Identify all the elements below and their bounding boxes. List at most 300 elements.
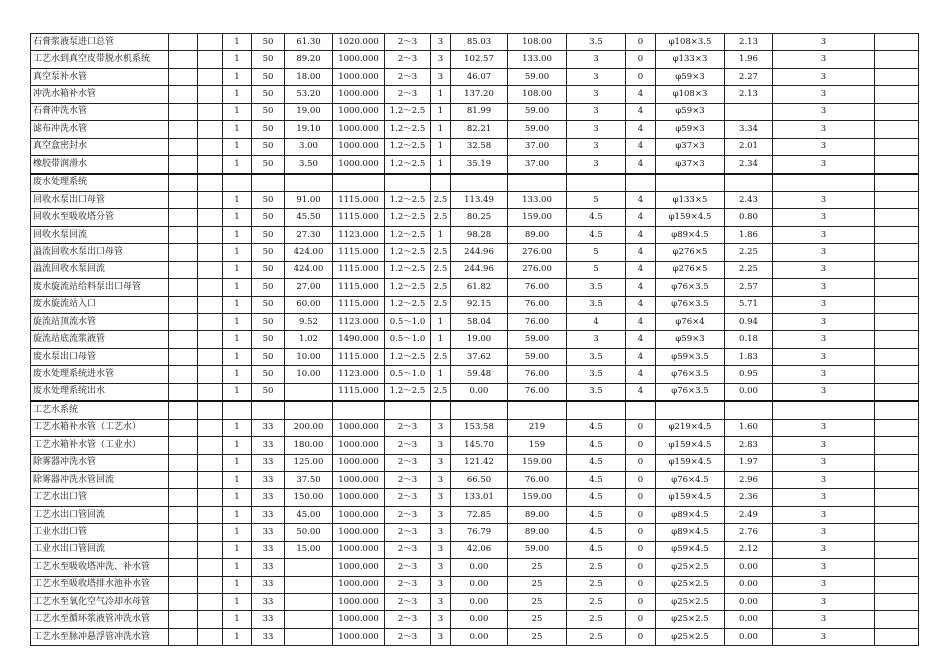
table-row <box>31 559 919 576</box>
table-cell: 91.00 <box>285 191 333 208</box>
table-cell: 33 <box>252 576 285 593</box>
empty-cell <box>285 401 333 419</box>
table-cell: 0.5～1.0 <box>385 314 431 331</box>
table-cell: 121.42 <box>451 454 508 471</box>
table-cell: 1115.000 <box>333 296 385 313</box>
table-cell: 3 <box>431 419 451 436</box>
table-cell: 1.2～2.5 <box>385 279 431 296</box>
pipe-name-cell: 工艺水至脉冲悬浮管冲洗水管 <box>31 628 169 645</box>
table-cell: φ76×4 <box>656 314 725 331</box>
table-cell: 59.00 <box>508 331 567 348</box>
table-cell: 1 <box>223 51 252 68</box>
table-cell: 1000.000 <box>333 51 385 68</box>
table-cell: 33 <box>252 419 285 436</box>
table-cell: 4 <box>626 86 656 103</box>
empty-cell <box>626 174 656 192</box>
table-cell: 1000.000 <box>333 576 385 593</box>
table-cell: 3 <box>773 454 875 471</box>
table-cell: 3 <box>773 191 875 208</box>
table-row <box>31 594 919 611</box>
table-cell: 3 <box>431 437 451 454</box>
table-cell: 1020.000 <box>333 34 385 51</box>
table-row <box>31 226 919 243</box>
table-cell: 4.5 <box>567 524 626 541</box>
section-title: 废水处理系统 <box>31 174 169 192</box>
table-cell: 1 <box>223 226 252 243</box>
table-cell <box>875 628 919 645</box>
table-row <box>31 209 919 226</box>
table-cell: 37.62 <box>451 348 508 365</box>
table-cell: 50 <box>252 279 285 296</box>
table-cell: 0 <box>626 489 656 506</box>
table-cell <box>169 383 198 401</box>
table-cell: 3 <box>773 366 875 383</box>
pipe-name-cell: 石膏浆液泵进口总管 <box>31 34 169 51</box>
table-row <box>31 86 919 103</box>
empty-cell <box>451 174 508 192</box>
table-cell: 76.00 <box>508 314 567 331</box>
empty-cell <box>875 401 919 419</box>
table-cell: 2.5 <box>567 559 626 576</box>
table-cell <box>875 471 919 488</box>
table-cell <box>875 226 919 243</box>
table-cell: 1 <box>431 121 451 138</box>
table-cell: 92.15 <box>451 296 508 313</box>
table-cell: 0 <box>626 628 656 645</box>
table-cell: 50 <box>252 383 285 401</box>
table-cell: 50 <box>252 138 285 155</box>
table-cell: 1 <box>223 68 252 85</box>
table-cell <box>198 51 223 68</box>
table-cell <box>198 383 223 401</box>
table-cell <box>198 331 223 348</box>
table-cell: 1 <box>223 506 252 523</box>
table-cell: 25 <box>508 628 567 645</box>
empty-cell <box>508 174 567 192</box>
table-cell: 4 <box>626 103 656 120</box>
table-cell: 89.00 <box>508 226 567 243</box>
table-cell: 1000.000 <box>333 138 385 155</box>
table-cell: 3 <box>773 296 875 313</box>
table-cell: 50 <box>252 226 285 243</box>
table-cell <box>169 121 198 138</box>
table-cell <box>169 366 198 383</box>
table-cell <box>169 51 198 68</box>
table-cell: 3.00 <box>285 138 333 155</box>
pipe-name-cell: 工业水出口管 <box>31 524 169 541</box>
table-cell: 159.00 <box>508 454 567 471</box>
table-cell: 0 <box>626 51 656 68</box>
empty-cell <box>198 174 223 192</box>
table-cell: 50 <box>252 244 285 261</box>
table-cell <box>875 51 919 68</box>
table-cell <box>725 103 773 120</box>
table-cell: 76.00 <box>508 279 567 296</box>
table-cell: 1 <box>223 471 252 488</box>
table-cell: φ25×2.5 <box>656 559 725 576</box>
table-cell: 3 <box>567 331 626 348</box>
table-cell: 3 <box>773 383 875 401</box>
table-cell: φ89×4.5 <box>656 506 725 523</box>
table-cell: 1115.000 <box>333 383 385 401</box>
table-cell: 1 <box>431 226 451 243</box>
table-cell <box>875 103 919 120</box>
table-cell: 2～3 <box>385 541 431 558</box>
table-cell: 3 <box>773 437 875 454</box>
table-cell: 3 <box>773 34 875 51</box>
table-cell: 3 <box>773 86 875 103</box>
table-row <box>31 34 919 51</box>
table-cell <box>198 594 223 611</box>
table-cell <box>198 68 223 85</box>
table-cell: 1.96 <box>725 51 773 68</box>
table-cell: 50 <box>252 314 285 331</box>
table-cell: 3 <box>431 506 451 523</box>
table-cell: 60.00 <box>285 296 333 313</box>
table-cell <box>875 86 919 103</box>
table-cell: 19.10 <box>285 121 333 138</box>
table-cell <box>198 86 223 103</box>
table-cell: 4 <box>626 138 656 155</box>
table-cell: 2.36 <box>725 489 773 506</box>
table-cell: 1 <box>223 383 252 401</box>
table-cell <box>285 611 333 628</box>
table-cell: 50 <box>252 209 285 226</box>
pipe-name-cell: 回收水泵出口母管 <box>31 191 169 208</box>
table-cell: 3 <box>431 576 451 593</box>
table-cell: 2～3 <box>385 506 431 523</box>
table-cell: φ59×3 <box>656 331 725 348</box>
table-cell: 1 <box>223 279 252 296</box>
table-cell <box>169 489 198 506</box>
table-cell: 3 <box>773 261 875 278</box>
table-cell <box>198 314 223 331</box>
pipe-name-cell: 旋流站顶流水管 <box>31 314 169 331</box>
table-cell <box>875 68 919 85</box>
table-cell: 0 <box>626 594 656 611</box>
table-cell: 2～3 <box>385 419 431 436</box>
table-cell: 4 <box>567 314 626 331</box>
table-cell: 1.83 <box>725 348 773 365</box>
table-cell <box>875 454 919 471</box>
table-cell: 1000.000 <box>333 454 385 471</box>
table-cell <box>198 138 223 155</box>
table-cell: 3.5 <box>567 296 626 313</box>
table-cell: 1 <box>223 209 252 226</box>
table-cell: 3 <box>773 506 875 523</box>
table-cell <box>198 437 223 454</box>
table-cell: 3 <box>773 541 875 558</box>
table-cell: 1 <box>431 156 451 174</box>
table-row <box>31 331 919 348</box>
table-cell: 53.20 <box>285 86 333 103</box>
pipe-name-cell: 废水旋流站入口 <box>31 296 169 313</box>
pipe-name-cell: 除雾器冲洗水管回流 <box>31 471 169 488</box>
table-cell: 3 <box>773 314 875 331</box>
table-cell: 59.48 <box>451 366 508 383</box>
table-cell: 2.5 <box>431 383 451 401</box>
table-cell: φ89×4.5 <box>656 226 725 243</box>
table-cell: 33 <box>252 454 285 471</box>
table-cell <box>875 559 919 576</box>
empty-cell <box>385 174 431 192</box>
empty-cell <box>875 174 919 192</box>
table-cell: φ59×4.5 <box>656 541 725 558</box>
table-cell: 1 <box>223 419 252 436</box>
table-cell: 2.34 <box>725 156 773 174</box>
table-cell <box>875 121 919 138</box>
table-cell: 25 <box>508 611 567 628</box>
table-cell: 1 <box>223 261 252 278</box>
table-cell: 2～3 <box>385 628 431 645</box>
table-cell: 113.49 <box>451 191 508 208</box>
table-cell: 19.00 <box>451 331 508 348</box>
empty-cell <box>333 401 385 419</box>
table-cell: 3.5 <box>567 366 626 383</box>
empty-cell <box>656 401 725 419</box>
table-cell: 3 <box>567 68 626 85</box>
empty-cell <box>656 174 725 192</box>
table-row <box>31 419 919 436</box>
table-cell: 2.5 <box>567 628 626 645</box>
table-cell: 1 <box>223 191 252 208</box>
table-cell: 159.00 <box>508 209 567 226</box>
empty-cell <box>333 174 385 192</box>
table-cell: 2～3 <box>385 51 431 68</box>
table-cell: 1 <box>223 331 252 348</box>
table-cell: 3 <box>567 86 626 103</box>
table-cell: 4 <box>626 191 656 208</box>
table-cell: 33 <box>252 559 285 576</box>
table-cell: 0 <box>626 34 656 51</box>
pipe-name-cell: 废水旋流站给料泵出口母管 <box>31 279 169 296</box>
table-row <box>31 383 919 401</box>
table-cell: 3 <box>567 51 626 68</box>
table-cell: 72.85 <box>451 506 508 523</box>
table-cell: 2～3 <box>385 524 431 541</box>
table-cell: 2.5 <box>567 611 626 628</box>
table-cell: 424.00 <box>285 244 333 261</box>
table-cell: 3.5 <box>567 383 626 401</box>
table-cell: 2.43 <box>725 191 773 208</box>
table-cell: 35.19 <box>451 156 508 174</box>
table-cell <box>169 156 198 174</box>
table-cell: 3 <box>431 34 451 51</box>
table-cell: 0 <box>626 541 656 558</box>
section-header-row <box>31 401 919 419</box>
table-cell: 219 <box>508 419 567 436</box>
table-row <box>31 348 919 365</box>
table-cell: 5 <box>567 261 626 278</box>
table-cell <box>198 541 223 558</box>
table-cell: 76.00 <box>508 366 567 383</box>
table-cell: 1.86 <box>725 226 773 243</box>
pipe-name-cell: 除雾器冲洗水管 <box>31 454 169 471</box>
table-cell: 59.00 <box>508 121 567 138</box>
table-cell <box>169 331 198 348</box>
pipe-name-cell: 工艺水至吸收塔冲洗、补水管 <box>31 559 169 576</box>
table-cell: 50 <box>252 121 285 138</box>
table-cell: φ25×2.5 <box>656 628 725 645</box>
table-cell: φ37×3 <box>656 138 725 155</box>
table-cell: 66.50 <box>451 471 508 488</box>
table-cell: 3 <box>431 489 451 506</box>
pipe-name-cell: 废水处理系统进水管 <box>31 366 169 383</box>
table-cell <box>875 296 919 313</box>
table-cell <box>875 524 919 541</box>
table-cell <box>198 611 223 628</box>
table-cell: 33 <box>252 506 285 523</box>
table-cell: 1 <box>223 156 252 174</box>
table-cell: 0.00 <box>725 383 773 401</box>
table-cell: 2.96 <box>725 471 773 488</box>
table-cell: 1000.000 <box>333 611 385 628</box>
table-cell: 15.00 <box>285 541 333 558</box>
table-cell: 0.94 <box>725 314 773 331</box>
table-cell <box>169 628 198 645</box>
table-cell <box>198 103 223 120</box>
table-cell: 3 <box>773 524 875 541</box>
table-cell: 85.03 <box>451 34 508 51</box>
table-cell: φ89×4.5 <box>656 524 725 541</box>
table-cell <box>169 437 198 454</box>
table-cell <box>169 454 198 471</box>
table-cell: 1 <box>431 103 451 120</box>
table-cell: 4 <box>626 226 656 243</box>
table-cell <box>169 86 198 103</box>
table-cell <box>198 261 223 278</box>
table-cell: 3 <box>773 331 875 348</box>
table-cell <box>198 628 223 645</box>
table-cell: 1 <box>223 244 252 261</box>
empty-cell <box>508 401 567 419</box>
table-cell: 3 <box>773 68 875 85</box>
table-cell: 2～3 <box>385 611 431 628</box>
table-cell: φ108×3 <box>656 86 725 103</box>
table-cell: 50 <box>252 331 285 348</box>
table-cell <box>875 383 919 401</box>
table-cell: 4 <box>626 314 656 331</box>
table-cell: 80.25 <box>451 209 508 226</box>
table-cell: 27.30 <box>285 226 333 243</box>
table-cell: 3 <box>567 138 626 155</box>
table-cell: 200.00 <box>285 419 333 436</box>
table-cell: 3 <box>773 103 875 120</box>
table-cell <box>169 296 198 313</box>
table-cell: 3 <box>773 244 875 261</box>
table-cell <box>285 559 333 576</box>
table-cell: 2.5 <box>567 594 626 611</box>
table-cell: 0 <box>626 471 656 488</box>
table-cell: 3 <box>773 121 875 138</box>
table-cell <box>169 611 198 628</box>
table-cell: 0 <box>626 559 656 576</box>
table-cell: 1.2～2.5 <box>385 296 431 313</box>
table-row <box>31 103 919 120</box>
table-row <box>31 437 919 454</box>
table-cell <box>169 314 198 331</box>
table-cell <box>875 209 919 226</box>
table-cell: 32.58 <box>451 138 508 155</box>
table-cell: 50 <box>252 191 285 208</box>
table-cell: 2～3 <box>385 68 431 85</box>
table-cell: 1 <box>431 331 451 348</box>
table-cell: 25 <box>508 576 567 593</box>
table-cell: 1 <box>223 454 252 471</box>
table-cell: 2.5 <box>431 279 451 296</box>
table-cell: 27.00 <box>285 279 333 296</box>
table-cell <box>875 419 919 436</box>
table-cell: 3 <box>431 524 451 541</box>
empty-cell <box>285 174 333 192</box>
table-cell: 2.12 <box>725 541 773 558</box>
table-cell: 244.96 <box>451 261 508 278</box>
table-cell: 125.00 <box>285 454 333 471</box>
table-cell: 276.00 <box>508 244 567 261</box>
table-cell: 3.5 <box>567 279 626 296</box>
table-cell: 2.13 <box>725 86 773 103</box>
empty-cell <box>431 174 451 192</box>
table-cell: φ159×4.5 <box>656 454 725 471</box>
table-cell: 10.00 <box>285 366 333 383</box>
pipe-name-cell: 真空泵补水管 <box>31 68 169 85</box>
table-cell: 2～3 <box>385 86 431 103</box>
table-cell: 50 <box>252 296 285 313</box>
table-cell: 4 <box>626 209 656 226</box>
table-cell: 98.28 <box>451 226 508 243</box>
table-cell: 4.5 <box>567 506 626 523</box>
table-cell: 59.00 <box>508 541 567 558</box>
table-cell: 0.00 <box>451 576 508 593</box>
table-cell: 2.5 <box>431 191 451 208</box>
table-cell: 1.2～2.5 <box>385 244 431 261</box>
table-cell <box>198 524 223 541</box>
table-cell: 1000.000 <box>333 471 385 488</box>
table-cell: 0 <box>626 437 656 454</box>
table-cell: 1115.000 <box>333 209 385 226</box>
table-cell <box>198 348 223 365</box>
table-cell: 3 <box>773 594 875 611</box>
table-cell: 0.00 <box>451 594 508 611</box>
empty-cell <box>773 174 875 192</box>
empty-cell <box>223 174 252 192</box>
pipe-name-cell: 溢流回收水泵出口母管 <box>31 244 169 261</box>
table-cell <box>169 506 198 523</box>
table-cell: 3 <box>431 454 451 471</box>
table-cell: 25 <box>508 559 567 576</box>
table-cell: 10.00 <box>285 348 333 365</box>
table-row <box>31 611 919 628</box>
table-cell: 1 <box>223 348 252 365</box>
table-cell: 3 <box>431 471 451 488</box>
table-cell: 81.99 <box>451 103 508 120</box>
table-cell: 2～3 <box>385 489 431 506</box>
table-cell: 1.2～2.5 <box>385 261 431 278</box>
table-cell: 2～3 <box>385 559 431 576</box>
table-cell: 2.5 <box>431 209 451 226</box>
table-cell: 2.57 <box>725 279 773 296</box>
table-cell: 1000.000 <box>333 121 385 138</box>
table-cell: 3 <box>773 156 875 174</box>
table-cell: 244.96 <box>451 244 508 261</box>
table-cell: 76.00 <box>508 471 567 488</box>
table-cell: 1.2～2.5 <box>385 103 431 120</box>
table-cell: 159.00 <box>508 489 567 506</box>
table-cell <box>285 628 333 645</box>
table-cell: φ76×4.5 <box>656 471 725 488</box>
table-cell: 1 <box>431 86 451 103</box>
table-cell <box>169 34 198 51</box>
